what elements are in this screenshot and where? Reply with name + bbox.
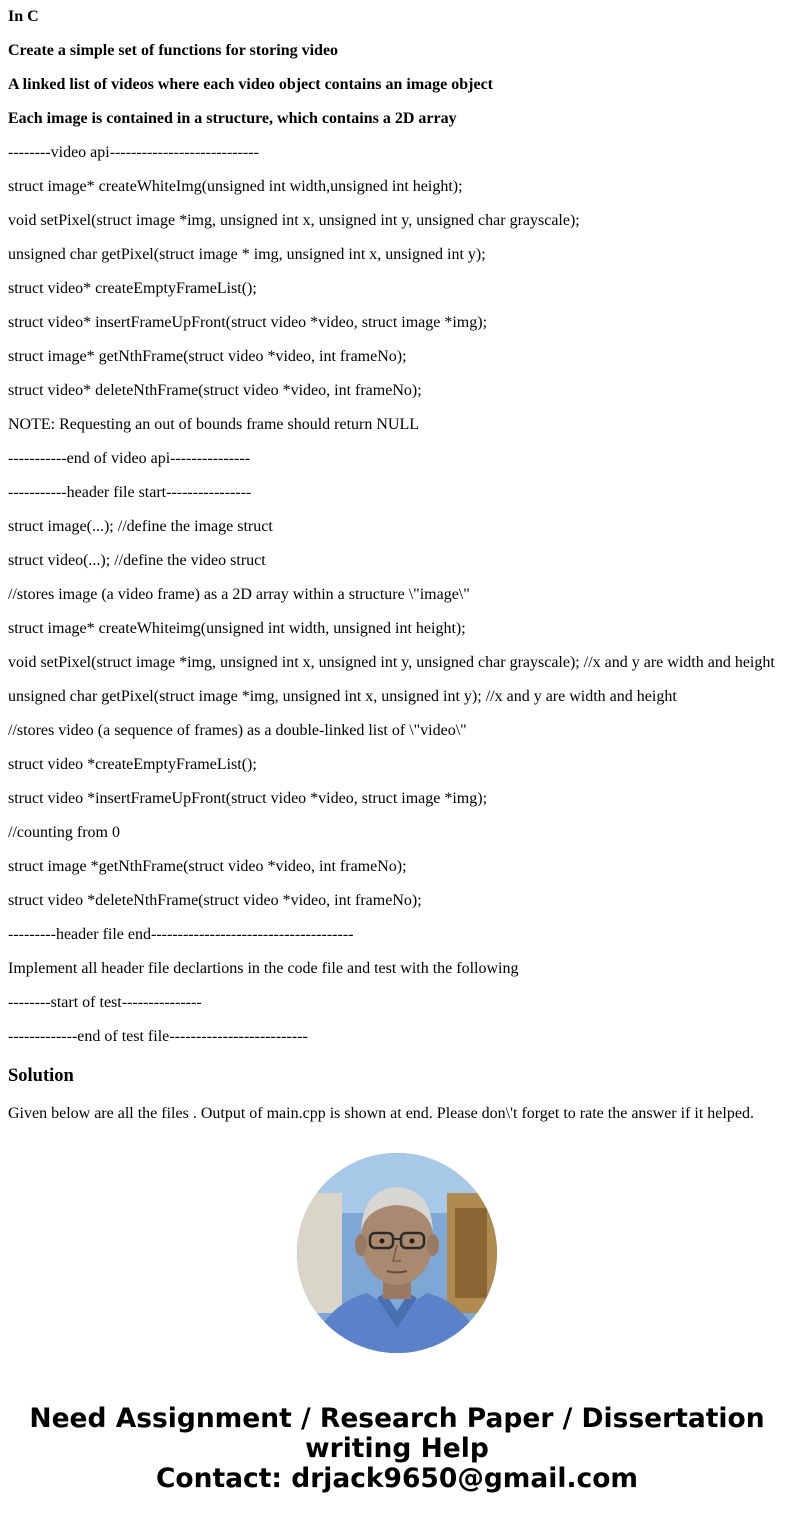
text-line: struct video *insertFrameUpFront(struct video *video, struct image *img); [8,790,488,807]
question-bold-line: Create a simple set of functions for storing video [8,42,339,59]
text-line: struct video* deleteNthFrame(struct video *video, int frameNo); [8,382,422,399]
footer-line-2: writing Help [305,1433,489,1464]
question-bold-line: A linked list of videos where each video object contains an image object [8,76,494,93]
text-line: ---------header file end-------------------------------------- [8,926,354,943]
text-line: void setPixel(struct image *img, unsigned int x, unsigned int y, unsigned char grayscale); //x and y are width and height [8,654,775,671]
text-line: struct image* createWhiteimg(unsigned int width, unsigned int height); [8,620,466,637]
footer-line-1: Need Assignment / Research Paper / Dissertation [29,1403,765,1434]
text-line: struct image* getNthFrame(struct video *video, int frameNo); [8,348,407,365]
question-title: In C [8,8,39,25]
author-photo [297,1153,497,1353]
text-line: -------------end of test file-------------------------- [8,1028,308,1045]
text-line: -----------header file start---------------- [8,484,252,501]
text-line: void setPixel(struct image *img, unsigned int x, unsigned int y, unsigned char grayscale); [8,212,580,229]
text-line: -----------end of video api--------------- [8,450,251,467]
solution-heading: Solution [8,1066,74,1086]
question-bold-line: Each image is contained in a structure, which contains a 2D array [8,110,457,127]
text-line: unsigned char getPixel(struct image * img, unsigned int x, unsigned int y); [8,246,486,263]
text-line: //stores image (a video frame) as a 2D array within a structure \"image\" [8,586,470,603]
text-line: struct image *getNthFrame(struct video *video, int frameNo); [8,858,407,875]
text-line: //counting from 0 [8,824,120,841]
text-line: unsigned char getPixel(struct image *img, unsigned int x, unsigned int y); //x and y are width and height [8,688,677,705]
text-line: struct video* insertFrameUpFront(struct video *video, struct image *img); [8,314,488,331]
text-line: --------start of test--------------- [8,994,202,1011]
text-line: struct image* createWhiteImg(unsigned int width,unsigned int height); [8,178,463,195]
solution-text: Given below are all the files . Output of main.cpp is shown at end. Please don\'t forget to rate the answer if it helped. [8,1105,754,1122]
text-line: struct video *createEmptyFrameList(); [8,756,257,773]
text-line: struct video *deleteNthFrame(struct video *video, int frameNo); [8,892,422,909]
text-line: struct image(...); //define the image struct [8,518,273,535]
footer-contact: Contact: drjack9650@gmail.com [155,1463,639,1494]
text-line: Implement all header file declartions in the code file and test with the following [8,960,519,977]
text-line: NOTE: Requesting an out of bounds frame should return NULL [8,416,420,433]
text-line: struct video* createEmptyFrameList(); [8,280,257,297]
text-line: //stores video (a sequence of frames) as a double-linked list of \"video\" [8,722,467,739]
text-line: struct video(...); //define the video struct [8,552,266,569]
author-avatar [297,1153,497,1353]
text-line: --------video api---------------------------- [8,144,259,161]
